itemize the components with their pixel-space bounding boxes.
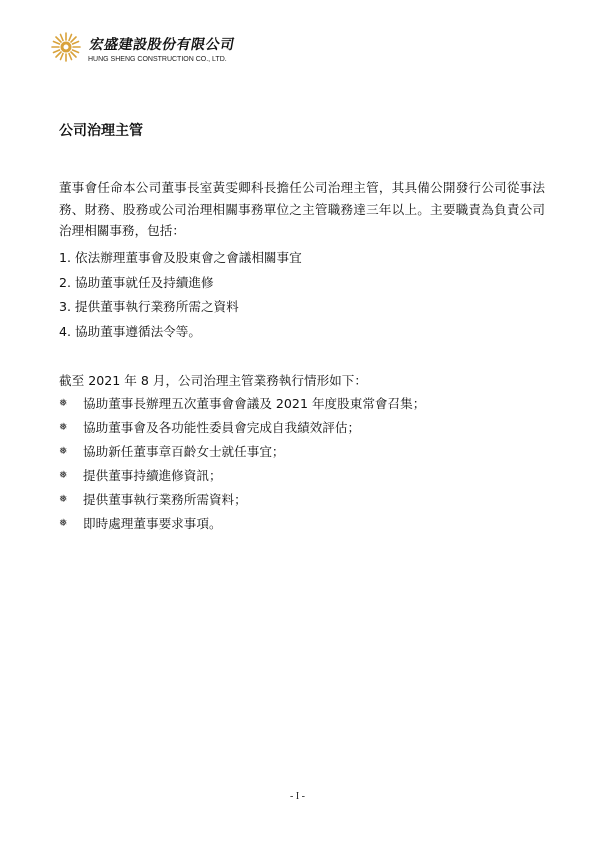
list-item: [59, 513, 425, 537]
page-number: - I -: [290, 791, 305, 802]
snowflake-bullet-icon: ❅: [59, 494, 68, 506]
list-item: 2. 協助董事就任及持續進修: [59, 274, 214, 290]
snowflake-bullet-icon: ❅: [59, 446, 68, 458]
intro-paragraph: 董事會任命本公司董事長室黃雯卿科長擔任公司治理主管，其具備公開發行公司從事法務、財務、股務或公司治理相關事務單位之主管職務達三年以上。主要職責為負責公司治理相關事務，包括：: [59, 180, 545, 238]
snowflake-bullet-icon: ❅: [59, 518, 68, 530]
company-name-cn: 宏盛建設股份有限公司: [88, 37, 236, 53]
task-text: 提供董事執行業務所需資料；: [83, 492, 247, 508]
task-text: 協助新任董事章百齡女士就任事宜；: [83, 444, 285, 460]
sunburst-logo-icon: [50, 31, 82, 63]
list-item: 1. 依法辦理董事會及股東會之會議相關事宜: [59, 250, 302, 265]
snowflake-bullet-icon: ❅: [59, 470, 68, 482]
list-item: [59, 417, 425, 441]
page-title: 公司治理主管: [59, 123, 143, 139]
task-text: 提供董事持續進修資訊；: [83, 468, 222, 484]
task-text: 即時處理董事要求事項。: [83, 516, 222, 532]
snowflake-bullet-icon: ❅: [59, 398, 68, 409]
company-name-en: HUNG SHENG CONSTRUCTION CO., LTD.: [88, 56, 227, 63]
duties-list: [59, 247, 302, 346]
tasks-list: [59, 393, 425, 538]
list-item: [59, 441, 425, 465]
task-text: 協助董事會及各功能性委員會完成自我績效評估；: [83, 420, 361, 436]
list-item: 3. 提供董事執行業務所需之資料: [59, 299, 239, 315]
snowflake-bullet-icon: ❅: [59, 422, 68, 434]
task-text: 協助董事長辦理五次董事會會議及 2021 年度股東常會召集；: [83, 396, 426, 411]
list-item: 4. 協助董事遵循法令等。: [59, 324, 201, 340]
list-item: [59, 465, 425, 489]
status-intro: 截至 2021 年 8 月，公司治理主管業務執行情形如下：: [59, 373, 367, 388]
list-item: [59, 393, 425, 417]
list-item: [59, 489, 425, 513]
